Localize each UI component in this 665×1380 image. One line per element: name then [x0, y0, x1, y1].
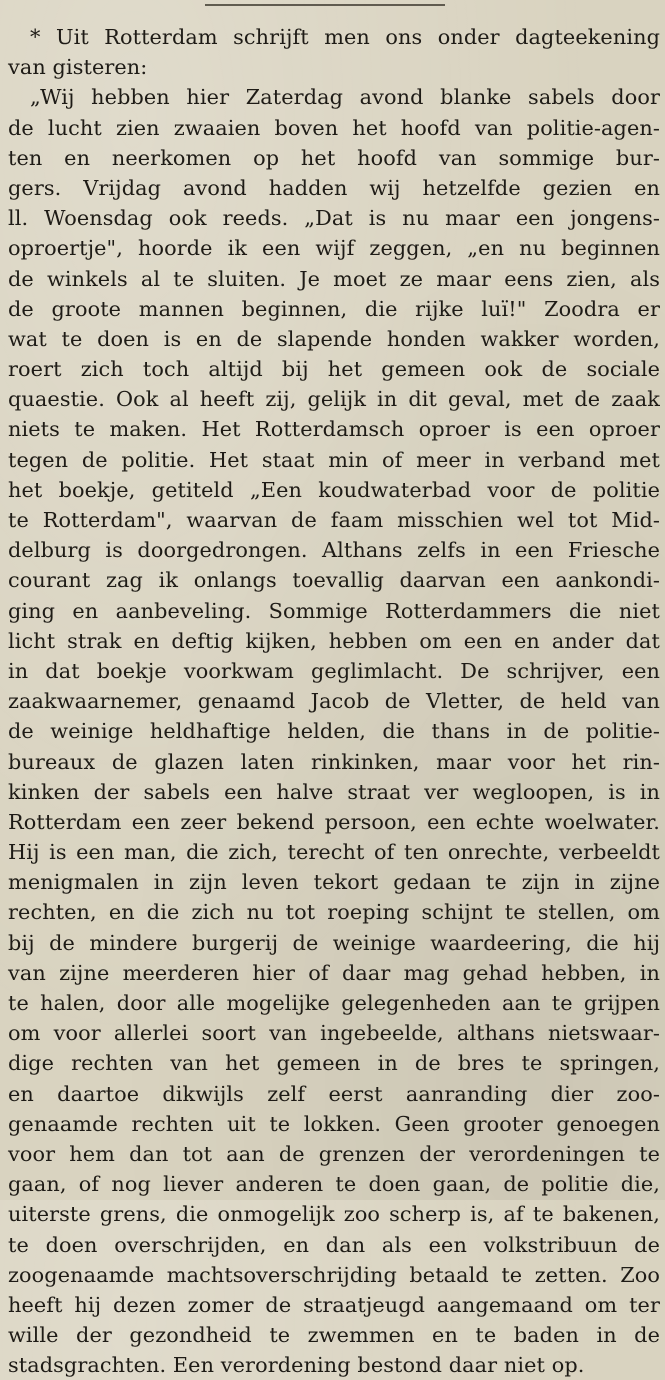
text-line: courant zag ik onlangs toevallig daarvan een aankondi-	[8, 568, 660, 593]
text-line: uiterste grens, die onmogelijk zoo scherp is, af te bakenen,	[8, 1202, 660, 1227]
text-line: * Uit Rotterdam schrijft men ons onder dagteekening	[30, 25, 660, 49]
text-line: ging en aanbeveling. Sommige Rotterdammers die niet	[8, 598, 660, 623]
text-line: rechten, en die zich nu tot roeping schijnt te stellen, om	[8, 900, 660, 925]
text-line: voor hem dan tot aan de grenzen der verordeningen te	[8, 1141, 660, 1166]
text-line: genaamde rechten uit te lokken. Geen grooter genoegen	[8, 1111, 660, 1136]
text-line: gers. Vrijdag avond hadden wij hetzelfde gezien en	[8, 175, 660, 200]
text-line: de groote mannen beginnen, die rijke luï!" Zoodra er	[8, 296, 660, 321]
text-line: van zijne meerderen hier of daar mag gehad hebben, in	[8, 960, 660, 985]
text-line: in dat boekje voorkwam geglimlacht. De schrijver, een	[8, 658, 660, 683]
text-line: de weinige heldhaftige helden, die thans in de politie-	[8, 719, 660, 744]
text-line: van gisteren:	[8, 55, 148, 80]
text-line: te halen, door alle mogelijke gelegenheden aan te grijpen	[8, 991, 660, 1015]
text-line: zaakwaarnemer, genaamd Jacob de Vletter, de held van	[8, 689, 660, 714]
text-line: niets te maken. Het Rotterdamsch oproer is een oproer	[8, 417, 660, 442]
text-line: ll. Woensdag ook reeds. „Dat is nu maar een jongens-	[8, 206, 660, 231]
text-line: te Rotterdam", waarvan de faam misschien wel tot Mid-	[8, 508, 660, 532]
text-line: zoogenaamde machtsoverschrijding betaald te zetten. Zoo	[8, 1262, 660, 1287]
text-line: het boekje, getiteld „Een koudwaterbad voor de politie	[8, 477, 660, 502]
text-line: Hij is een man, die zich, terecht of ten onrechte, verbeeldt	[8, 840, 660, 865]
newspaper-column	[8, 22, 660, 1380]
text-line: tegen de politie. Het staat min of meer in verband met	[8, 447, 660, 472]
text-line: quaestie. Ook al heeft zij, gelijk in dit geval, met de zaak	[8, 387, 660, 412]
text-line: wille der gezondheid te zwemmen en te baden in de	[8, 1323, 660, 1348]
text-line: ten en neerkomen op het hoofd van sommige bur-	[8, 145, 660, 170]
text-line: gaan, of nog liever anderen te doen gaan, de politie die,	[8, 1172, 660, 1197]
text-line: stadsgrachten. Een verordening bestond daar niet op.	[8, 1353, 585, 1378]
text-line: kinken der sabels een halve straat ver wegloopen, is in	[8, 779, 660, 804]
text-line: heeft hij dezen zomer de straatjeugd aangemaand om ter	[8, 1292, 660, 1317]
text-line: bij de mindere burgerij de weinige waardeering, die hij	[8, 930, 660, 955]
text-line: om voor allerlei soort van ingebeelde, althans nietswaar-	[8, 1021, 660, 1046]
text-line: de winkels al te sluiten. Je moet ze maar eens zien, als	[8, 266, 660, 291]
text-line: Rotterdam een zeer bekend persoon, een echte woelwater.	[8, 809, 660, 834]
text-line: delburg is doorgedrongen. Althans zelfs in een Friesche	[8, 538, 660, 563]
text-line: dige rechten van het gemeen in de bres te springen,	[8, 1051, 660, 1076]
text-line: en daartoe dikwijls zelf eerst aanranding dier zoo-	[8, 1081, 660, 1106]
text-line: roert zich toch altijd bij het gemeen ook de sociale	[8, 357, 660, 382]
top-rule	[205, 4, 445, 6]
text-line: bureaux de glazen laten rinkinken, maar voor het rin-	[8, 749, 660, 774]
text-line: de lucht zien zwaaien boven het hoofd van politie-agen-	[8, 115, 660, 140]
text-line: menigmalen in zijn leven tekort gedaan te zijn in zijne	[8, 870, 660, 895]
text-line: „Wij hebben hier Zaterdag avond blanke sabels door	[30, 85, 660, 110]
text-line: oproertje", hoorde ik een wijf zeggen, „en nu beginnen	[8, 236, 660, 261]
text-line: licht strak en deftig kijken, hebben om een en ander dat	[8, 628, 660, 653]
text-line: te doen overschrijden, en dan als een volkstribuun de	[8, 1232, 660, 1257]
text-line: wat te doen is en de slapende honden wakker worden,	[8, 326, 660, 351]
